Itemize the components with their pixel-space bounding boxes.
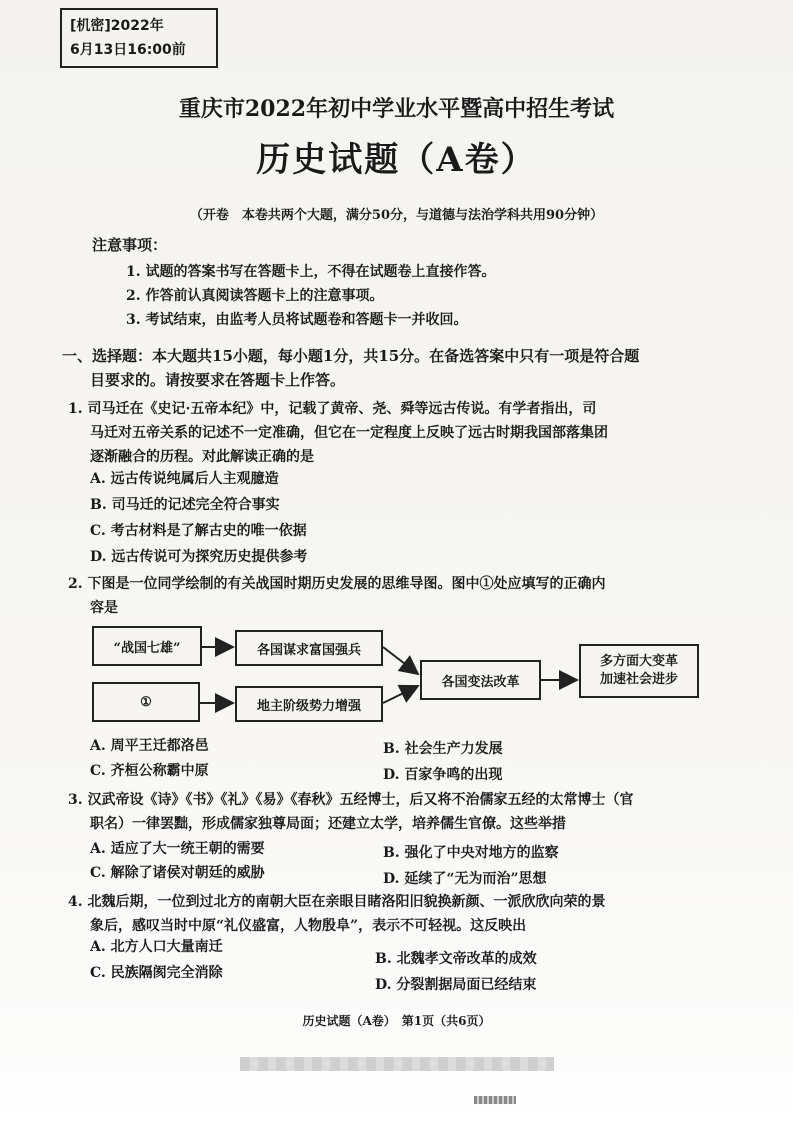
q3-option-c: C. 解除了诸侯对朝廷的威胁 [90, 865, 265, 881]
diagram-box-landlord: 地主阶级势力增强 [235, 686, 383, 722]
diagram-box-progress-line: 多方面大变革 [599, 654, 678, 669]
question-line: 3. 汉武帝设《诗》《书》《礼》《易》《春秋》五经博士，后又将不治儒家五经的太常博士（官 [68, 792, 634, 808]
q1-option-a: A. 远古传说纯属后人主观臆造 [90, 471, 279, 487]
q4-option-a: A. 北方人口大量南迁 [90, 939, 223, 955]
q3-option-d: D. 延续了“无为而治”思想 [383, 871, 547, 887]
diagram-box-progress [579, 644, 699, 698]
question-line: 象后，感叹当时中原“礼仪盛富，人物殷阜”，表示不可轻视。这反映出 [90, 918, 527, 934]
q2-option-b: B. 社会生产力发展 [383, 741, 503, 757]
q1-option-b: B. 司马迁的记述完全符合事实 [90, 497, 280, 513]
section-1-line: 一、选择题：本大题共15小题，每小题1分，共15分。在备选答案中只有一项是符合题 [62, 347, 640, 365]
question-line: 逐渐融合的历程。对此解读正确的是 [90, 449, 314, 465]
q4-option-d: D. 分裂割据局面已经结束 [375, 977, 537, 993]
diagram-box-wealth: 各国谋求富国强兵 [235, 630, 383, 666]
question-line: 容是 [90, 600, 118, 616]
diagram-box-reform: 各国变法改革 [420, 660, 541, 700]
notes-heading: 注意事项： [92, 236, 168, 254]
q1-option-c: C. 考古材料是了解古史的唯一依据 [90, 523, 307, 539]
confidential-line-2: 6月13日16:00前 [70, 42, 186, 58]
question-line: 4. 北魏后期，一位到过北方的南朝大臣在亲眼目睹洛阳旧貌换新颜、一派欣欣向荣的景 [68, 894, 606, 910]
note-item: 1. 试题的答案书写在答题卡上，不得在试题卷上直接作答。 [126, 264, 496, 280]
question-line: 2. 下图是一位同学绘制的有关战国时期历史发展的思维导图。图中①处应填写的正确内 [68, 576, 606, 592]
diagram-box-progress-line: 加速社会进步 [599, 672, 678, 687]
confidential-line-1: [机密]2022年 [70, 18, 164, 34]
arrow [383, 647, 418, 674]
blurred-watermark [240, 1057, 554, 1071]
section-1-line: 目要求的。请按要求在答题卡上作答。 [90, 371, 346, 389]
q2-option-a: A. 周平王迁都洛邑 [90, 738, 209, 754]
question-line: 马迁对五帝关系的记述不一定准确，但它在一定程度上反映了远古时期我国部落集团 [90, 425, 608, 441]
q1-option-d: D. 远古传说可为探究历史提供参考 [90, 549, 308, 565]
exam-instructions-line: （开卷 本卷共两个大题，满分50分，与道德与法治学科共用90分钟） [189, 208, 604, 223]
q4-option-b: B. 北魏孝文帝改革的成效 [375, 951, 537, 967]
q3-option-a: A. 适应了大一统王朝的需要 [90, 841, 265, 857]
note-item: 3. 考试结束，由监考人员将试题卷和答题卡一并收回。 [126, 312, 468, 328]
question-4-stem [68, 890, 606, 938]
exam-paper-title: 历史试题（A卷） [256, 140, 537, 180]
exam-header-title: 重庆市2022年初中学业水平暨高中招生考试 [178, 96, 615, 122]
page-footer: 历史试题（A卷） 第1页（共6页） [302, 1014, 491, 1028]
question-line: 职名）一律罢黜，形成儒家独尊局面；还建立太学，培养儒生官僚。这些举措 [90, 816, 566, 832]
q2-option-d: D. 百家争鸣的出现 [383, 767, 503, 783]
q4-option-c: C. 民族隔阂完全消除 [90, 965, 223, 981]
diagram-box-warring-states: “战国七雄” [92, 626, 202, 666]
blurred-mark [474, 1096, 516, 1104]
arrow [383, 686, 418, 703]
q3-option-b: B. 强化了中央对地方的监察 [383, 845, 559, 861]
note-item: 2. 作答前认真阅读答题卡上的注意事项。 [126, 288, 384, 304]
question-line: 1. 司马迁在《史记·五帝本纪》中，记载了黄帝、尧、舜等远古传说。有学者指出，司 [68, 401, 597, 417]
diagram-box-blank: ① [92, 682, 200, 722]
question-3-stem [68, 788, 634, 836]
q2-option-c: C. 齐桓公称霸中原 [90, 763, 209, 779]
